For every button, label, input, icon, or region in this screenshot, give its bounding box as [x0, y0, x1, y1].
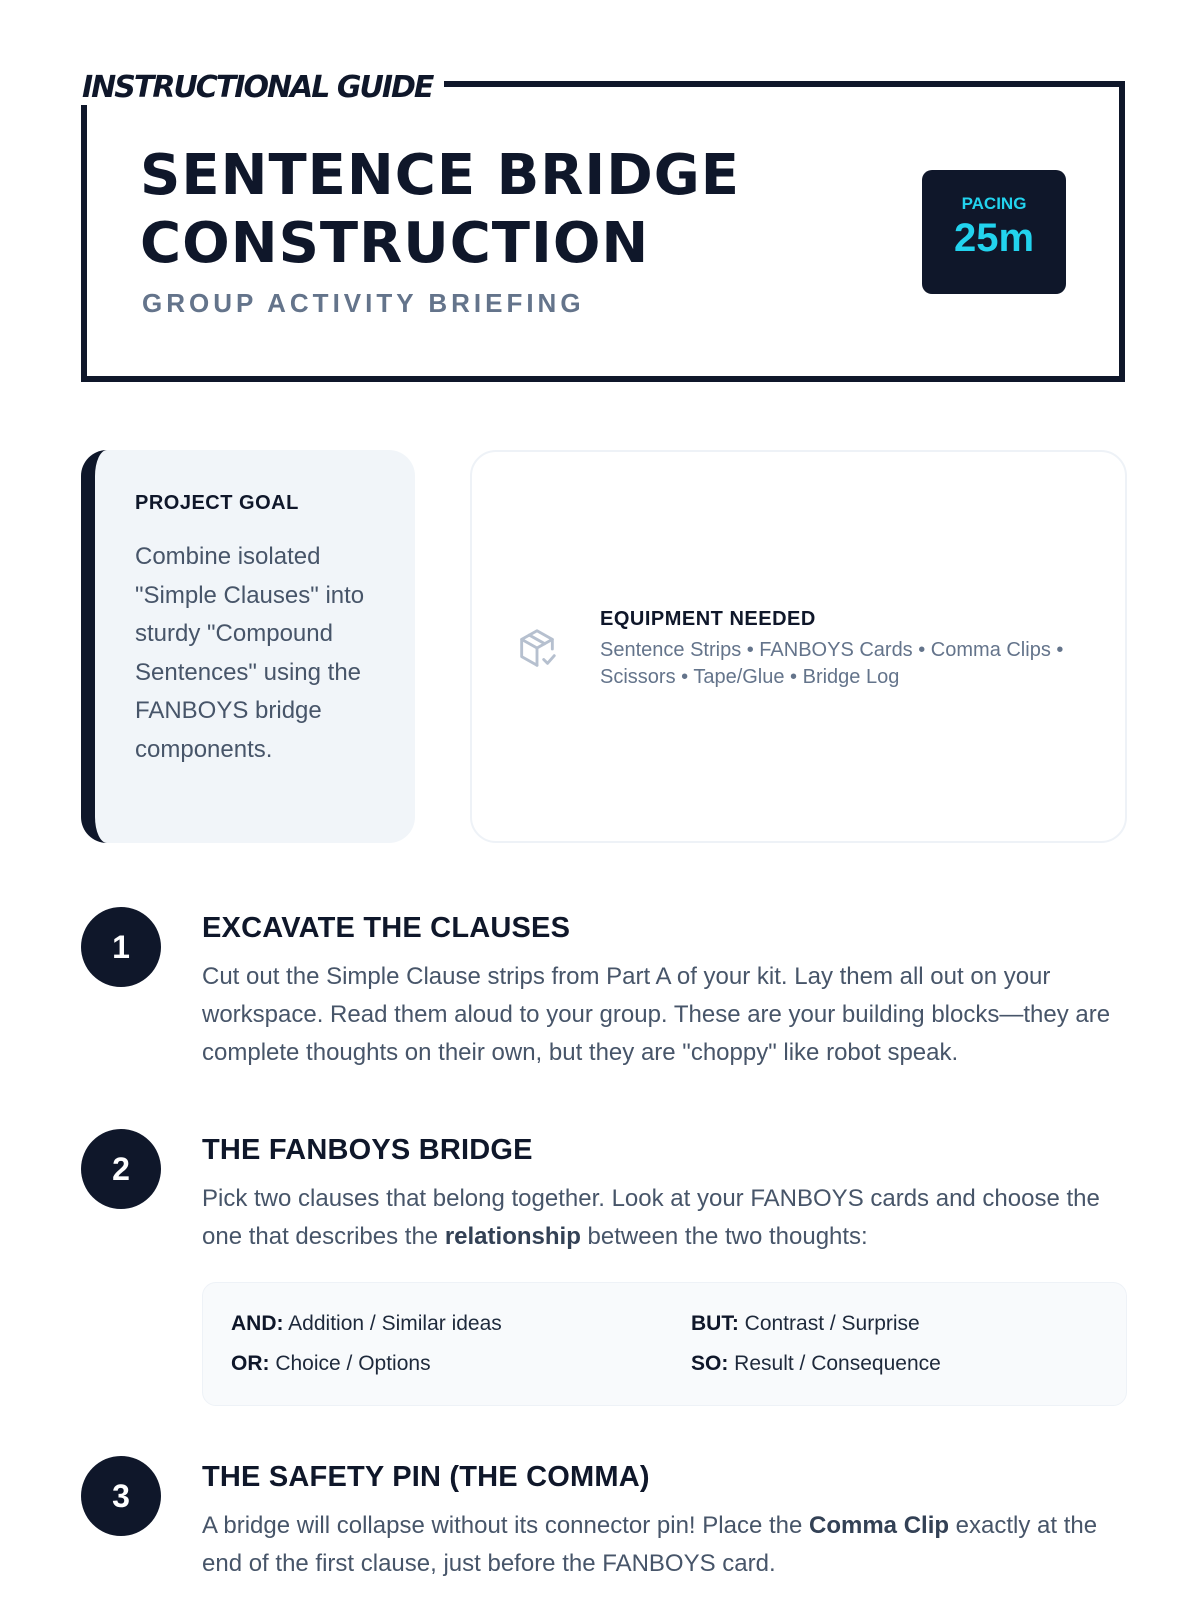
step-1-number: 1 — [81, 907, 161, 987]
pacing-badge — [922, 170, 1066, 294]
step-3-text-end: exactly at the end of the first clause, just before the FANBOYS card. — [202, 1512, 1098, 1577]
step-3-text-emphasis: Comma Clip — [809, 1512, 950, 1539]
title-line-2: CONSTRUCTION — [140, 211, 650, 276]
fanboys-desc: Addition / Similar ideas — [283, 1312, 502, 1335]
fanboys-item-but — [691, 1312, 920, 1336]
equipment-label: EQUIPMENT NEEDED — [600, 608, 816, 630]
project-goal-card — [81, 450, 415, 843]
fanboys-key: BUT: — [691, 1312, 739, 1335]
fanboys-desc: Choice / Options — [269, 1352, 431, 1375]
step-3-title: THE SAFETY PIN (THE COMMA) — [202, 1461, 650, 1493]
step-2-number: 2 — [81, 1129, 161, 1209]
title-line-1: SENTENCE BRIDGE — [140, 143, 740, 208]
step-2-text-emphasis: relationship — [444, 1223, 581, 1250]
fanboys-desc: Contrast / Surprise — [738, 1312, 920, 1335]
step-2-text-start: Pick two clauses that belong together. Look at your FANBOYS cards and choose the one that describes the — [202, 1185, 1100, 1250]
step-1-title: EXCAVATE THE CLAUSES — [202, 912, 571, 944]
fanboys-reference-box — [202, 1282, 1127, 1406]
step-3-text — [202, 1507, 1132, 1583]
step-2-title: THE FANBOYS BRIDGE — [202, 1134, 533, 1166]
project-goal-text: Combine isolated "Simple Clauses" into sturdy "Compound Sentences" using the FANBOYS bridge components. — [135, 543, 365, 763]
package-check-icon — [514, 625, 560, 671]
guide-kicker: INSTRUCTIONAL GUIDE — [78, 70, 444, 105]
step-3-text-start: A bridge will collapse without its connector pin! Place the — [202, 1512, 809, 1539]
project-goal-label: PROJECT GOAL — [135, 492, 299, 514]
fanboys-desc: Result / Consequence — [728, 1352, 941, 1375]
page-subtitle: GROUP ACTIVITY BRIEFING — [142, 288, 585, 318]
fanboys-key: AND: — [231, 1312, 284, 1335]
step-2-text — [202, 1180, 1132, 1256]
pacing-label: PACING — [961, 194, 1027, 213]
equipment-list: Sentence Strips • FANBOYS Cards • Comma Clips • Scissors • Tape/Glue • Bridge Log — [600, 639, 1064, 688]
step-2-text-end: between the two thoughts: — [580, 1223, 868, 1250]
fanboys-item-and — [231, 1312, 502, 1336]
fanboys-key: OR: — [231, 1352, 270, 1375]
fanboys-key: SO: — [691, 1352, 729, 1375]
pacing-value: 25m — [953, 216, 1035, 260]
equipment-card — [470, 450, 1127, 843]
fanboys-item-so — [691, 1352, 941, 1376]
step-3-number: 3 — [81, 1456, 161, 1536]
step-1-text: Cut out the Simple Clause strips from Part A of your kit. Lay them all out on your workspace. Read them aloud to your group. These are your building blocks—they are complete thoughts on their own, but they are "choppy" like robot speak. — [202, 963, 1111, 1066]
fanboys-item-or — [231, 1352, 431, 1376]
page-title — [140, 142, 740, 278]
